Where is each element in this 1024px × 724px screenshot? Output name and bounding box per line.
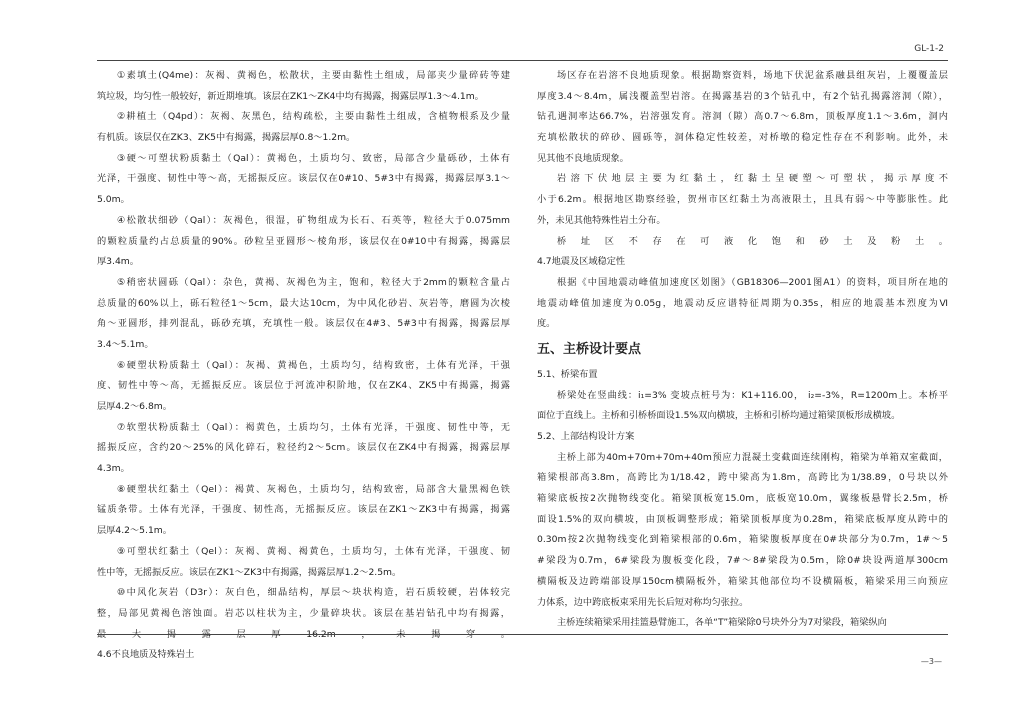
text-line: 总质量的60%以上，砾石粒径1～5cm，最大达10cm，为中风化砂岩、灰岩等，磨圆为次棱: [97, 297, 510, 309]
text-line: 主桥上部为40m+70m+70m+40m预应力混凝土变截面连续刚构，箱梁为单箱双室截面，: [557, 451, 948, 463]
page-number: —3—: [920, 657, 942, 666]
text-line: 锰质条带。土体有光泽，干强度、韧性高，无摇振反应。该层在ZK1～ZK3中有揭露，揭露: [97, 504, 510, 516]
text-line: 根据《中国地震动峰值加速度区划图》（GB18306—2001图A1）的资料，项目所在地的: [557, 276, 948, 288]
text-line: 充填松散状的碎砂、圆砾等，洞体稳定性较差，对桥墩的稳定性存在不利影响。此外，未: [537, 132, 948, 144]
text-line: 光泽，干强度、韧性中等～高，无摇振反应。该层仅在0#10、5#3中有揭露，揭露层厚3.1～: [97, 173, 510, 185]
footer-rule: [97, 634, 948, 635]
text-line: ⑤稍密状圆砾（Qal）：杂色，黄褐、灰褐色为主，饱和，粒径大于2mm的颗粒含量占: [117, 276, 510, 288]
text-line: 筑垃圾，均匀性一般较好，新近期堆填。该层在ZK1～ZK4中均有揭露，揭露层厚1.3～4.1m。: [97, 90, 484, 102]
subsection-heading: 4.6不良地质及特殊岩土: [97, 649, 195, 661]
text-line: 钻孔遇洞率达66.7%，岩溶强发育。溶洞（隙）高0.7～6.8m，顶板厚度1.1～3.6m，洞内: [537, 111, 948, 123]
text-line: 度、韧性中等～高，无摇振反应。该层位于河流冲积阶地，仅在ZK4、ZK5中有揭露，揭露: [97, 380, 510, 392]
text-line: ⑥硬塑状粉质黏土（Qal）：灰褐、黄褐色，土质均匀，结构致密，土体有光泽，干强: [117, 359, 510, 371]
superstructure-text: [537, 448, 948, 634]
text-line: ⑨可塑状红黏土（Qel）：灰褐、黄褐、褐黄色，土质均匀，土体有光泽，干强度、韧: [117, 545, 510, 557]
text-line: 场区存在岩溶不良地质现象。根据勘察资料，场地下伏泥盆系融县组灰岩，上覆覆盖层: [557, 70, 948, 81]
text-line: ③硬～可塑状粉质黏土（Qal）：黄褐色，土质均匀、致密，局部含少量砾砂，土体有: [117, 152, 510, 164]
text-line: 度。: [537, 318, 556, 330]
text-line: ①素填土(Q4me)：灰褐、黄褐色，松散状，主要由黏性土组成，局部夹少量碎砖等建: [117, 70, 510, 81]
text-line: 0.30m按2次抛物线变化到箱梁根部的0.6m，箱梁腹板厚度在0#块部分为0.7m，1#～5: [537, 534, 948, 546]
text-line: 面位于直线上。主桥和引桥桥面设1.5%双向横坡，主桥和引桥均通过箱梁顶板形成横坡。: [537, 410, 901, 422]
text-line: 厚度3.4～8.4m，属浅覆盖型岩溶。在揭露基岩的3个钻孔中，有2个钻孔揭露溶洞（隙），: [537, 90, 948, 102]
text-line: 整，局部见黄褐色溶蚀面。岩芯以柱状为主，少量碎块状。该层在基岩钻孔中均有揭露，: [97, 607, 510, 619]
text-line: ②耕植土（Q4pd）：灰褐、灰黑色，结构疏松，主要由黏性土组成，含植物根系及少量: [117, 111, 510, 123]
left-column: [97, 66, 510, 666]
text-line: 小于6.2m。根据地区勘察经验，贺州市区红黏土为高液限土，且具有弱～中等膨胀性。此: [537, 194, 948, 206]
right-column: [537, 66, 948, 634]
text-line: 桥梁处在竖曲线：i₁=3% 变坡点桩号为：K1+116.00， i₂=-3%，R=1200m上。本桥平: [557, 389, 948, 401]
bridge-layout-text: [537, 386, 948, 427]
text-line: 箱梁根部高3.8m，高跨比为1/18.42，跨中梁高为1.8m，高跨比为1/38.89，0号块以外: [537, 472, 948, 484]
text-line: 厚3.4m。: [97, 256, 139, 268]
text-line: ④松散状细砂（Qal）：灰褐色，很湿，矿物组成为长石、石英等，粒径大于0.075mm: [117, 214, 510, 226]
text-line: 地震动峰值加速度为0.05g，地震动反应谱特征周期为0.35s，相应的地震基本烈度为Ⅵ: [537, 297, 948, 309]
text-line: 有机质。该层仅在ZK3、ZK5中有揭露，揭露层厚0.8～1.2m。: [97, 132, 356, 144]
text-line: 4.3m。: [97, 463, 130, 475]
text-line: 见其他不良地质现象。: [537, 152, 629, 164]
text-line: 3.4～5.1m。: [97, 338, 154, 350]
text-line: 横隔板及边跨端部设厚150cm横隔板外，箱梁其他部位均不设横隔板，箱梁采用三向预应: [537, 575, 948, 587]
text-line: 摇振反应，含约20～25%的风化碎石，粒径约2～5cm。该层仅在ZK4中有揭露，揭露层厚: [97, 442, 510, 454]
text-line: ⑧硬塑状红黏土（Qel）：褐黄、灰褐色，土质均匀，结构致密，局部含大量黑褐色铁: [117, 483, 510, 495]
text-line: 桥址区不存在可液化饱和砂土及粉土。: [557, 235, 948, 247]
text-line: 5.0m。: [97, 194, 130, 206]
text-line: 力体系，边中跨底板束采用先长后短对称均匀张拉。: [537, 596, 749, 608]
text-line: ⑩中风化灰岩（D3r）：灰白色，细晶结构，厚层～块状构造，岩石质较硬，岩体较完: [117, 587, 510, 599]
text-line: 最大揭露层厚16.2m，未揭穿。: [97, 628, 510, 640]
subsection-heading: 4.7地震及区域稳定性: [537, 256, 626, 268]
right-column-geology: [537, 66, 948, 335]
subsection-bridge-layout: 5.1、桥梁布置: [537, 368, 598, 380]
text-line: #梁段为0.7m，6#梁段为腹板变化段，7#～8#梁段为0.5m，除0#块设两道厚300cm: [537, 555, 948, 567]
text-line: 外，未见其他特殊性岩土分布。: [537, 214, 666, 226]
text-line: 箱梁底板按2次抛物线变化。箱梁顶板宽15.0m，底板宽10.0m，翼缘板悬臂长2.5m，桥: [537, 493, 948, 505]
text-line: 岩溶下伏地层主要为红黏土，红黏土呈硬塑～可塑状，揭示厚度不: [557, 173, 948, 185]
text-line: ⑦软塑状粉质黏土（Qal）：褐黄色，土质均匀，土体有光泽，干强度、韧性中等，无: [117, 421, 510, 433]
text-line: 的颗粒质量约占总质量的90%。砂粒呈亚圆形～棱角形，该层仅在0#10中有揭露，揭露层: [97, 235, 510, 247]
text-line: 层厚4.2～6.8m。: [97, 401, 172, 412]
subsection-superstructure: 5.2、上部结构设计方案: [537, 431, 635, 442]
header-rule: [97, 60, 948, 61]
text-line: 面设1.5%的双向横坡，由顶板调整形成；箱梁顶板厚度为0.28m，箱梁底板厚度从跨中的: [537, 513, 948, 525]
text-line: 角～亚圆形，排列混乱，砾砂充填，充填性一般。该层仅在4#3、5#3中有揭露，揭露层厚: [97, 318, 510, 330]
document-code: GL-1-2: [914, 44, 944, 54]
text-line: 性中等，无摇振反应。该层在ZK1～ZK3中有揭露，揭露层厚1.2～2.5m。: [97, 566, 402, 578]
text-line: 层厚4.2～5.1m。: [97, 525, 172, 537]
section-title: 五、主桥设计要点: [537, 341, 642, 357]
text-line: 主桥连续箱梁采用挂篮悬臂施工，各单“T”箱梁除0号块外分为7对梁段，箱梁纵向: [557, 617, 887, 629]
